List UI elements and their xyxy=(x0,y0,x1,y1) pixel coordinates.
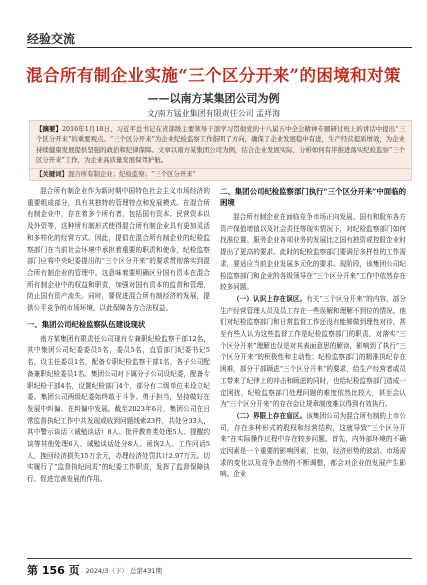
section-1-paragraph: 南方某集团有限责任公司现有专兼职纪检监察干部12名，其中集团公司纪委委员5名，委员5名，直管部门纪委书记5名，设主任委员1名，配备专职纪检监察干部1名，各子公司配备兼职纪检委员1名。集团公司对下属分子公司设纪委，配备专职纪检干部4名，设置纪检部门4个，部分有二级单位未设立纪委。集团公司两级纪委始终敢于斗争、勇于担当，坚持做好在发展中纠偏、在纠偏中发展。截至2023年6月，集团公司在日常监督执纪工作中共发现或收到问题线索23件，共处分33人，其中警示谈话（诫勉谈话）8人、批评教育类处理5人、提醒约谈等其他处理6人、诫勉谈话处分8人、函询2人、工作问话5人，挽回经济损失15万余元，办理经济处罚共计2.97万元。切实履行了“监督执纪问责”的纪委工作职责，发挥了监督保障执行、促进完善发展的作用。 xyxy=(27,334,210,484)
subsection-2-heading: （二）界限上存在盲区。 xyxy=(233,411,307,420)
article-subtitle: ——以南方某集团公司为例 xyxy=(147,92,280,105)
section-2-intro-paragraph: 混合所有制企业在面临竞争市场正向发展、国有和股东各方资产保值增值以及社会责任等现实情况下，对纪检监察部门如何找准位置、服务企业各项业务的发展比之国有独资或控股企业时提出了更高的要求。此时的纪检监察部门要满足多样性的工作需求，要适应当前企业发展多元化的要求。现阶段，该集团公司纪检监察部门和企业的各级领导在“三个区分开来”工作中依然存在较多问题。 xyxy=(220,213,406,292)
subsection-2-text: 该集团公司为混合所有制的上市公司，存在多种形式的股权和经营结构，这就导致“三个区分开来”在实际操作过程中存在较多问题。首先，内外部环境的不确定因素是一个重要的影响因素，比如，经济形势的波动、市场需求的变化以及竞争态势的不断调整，都会对企业的发展产生影响。企业 xyxy=(220,411,406,479)
subsection-1-paragraph xyxy=(220,294,406,411)
column-tag-rule xyxy=(27,47,412,48)
page-footer xyxy=(27,562,162,578)
subsection-1-text: 有关“三个区分开来”的内容，部分生产经营管理人员及员工存在一些误解和理解不到位的情况。他们对纪检监察部门和日常监督工作还没有能够做到理性对待，甚至有些人认为这些监督工作是纪检监察部门的职责，对落实“三个区分开来”理解也仅是对其表面意思的解读，影响到了执行“三个区分开来”的积极性和主动性；纪检监察部门的精准执纪存在困难，部分干部顾虑“三个区分开来”的要求，给生产经营者或员工带来了纪律上的冲击和顾虑的同时，也给纪检监察部门造成一定困扰，纪检监察部门处理问题的难度依然比较大，甚至会认为“三个区分开来”的存在会让规章制度难以得到有效执行。 xyxy=(220,294,406,409)
keywords-label: 【关键词】 xyxy=(36,170,68,178)
issue-info: 2024/3（下） 总第431期 xyxy=(85,566,162,575)
abstract-label: 【摘要】 xyxy=(36,125,62,133)
page-number: 第 156 页 xyxy=(27,564,80,577)
subsection-2-paragraph xyxy=(220,411,406,481)
keywords-box xyxy=(29,168,412,181)
keywords-text: 混合所有制企业；纪检监察；“三个区分开来” xyxy=(67,170,196,178)
article-author: 文/南方锰业集团有限责任公司 孟祥海 xyxy=(146,109,281,118)
intro-paragraph: 混合所有制企业作为新时期中国特色社会主义市场经济的重要组成部分，具有其独特的管理特点和发展模式。在混合所有制企业中，存在着多个所有者，包括国有资本、民营资本以及外资等，这种所有制形式使得混合所有制企业具有更加灵活和多样化的经营方式。因此，提倡在混合所有制企业的纪检监察部门在当前社会环境中承担着重要的职责和使命，纪检监察部门应将中央纪委提出的“三个区分开来”的要求贯彻落实到混合所有制企业的管理中。这意味着要明确区分国有资本在混合所有制企业中的权益和职责，加强对国有资本的监督和管理，防止国有资产流失。同时，要促进混合所有制经济的发展，提供公平竞争的市场环境，以此保障各方合法权益。 xyxy=(27,187,210,313)
subsection-1-heading: （一）认识上存在误区。 xyxy=(233,294,307,303)
abstract-text: 2016年1月18日，习近平总书记在省部级主要领导干部学习贯彻党的十八届五中全会精神专题研讨班上的讲话中提出“三个区分开来”的重要观点。“三个区分开来”为企业纪检监察工作指明了方向，确保了企业发展稳中有进，生产经营提质增效，为企业持续健康发展提供坚强的政治和纪律保障。文章以南方某集团公司为例，结合企业发展实际，分析如何有序推进落实纪检监察“三个区分开来”工作，为企业高质量发展保驾护航。 xyxy=(36,125,406,165)
column-tag: 经验交流 xyxy=(27,32,76,46)
right-column xyxy=(220,186,406,552)
left-column xyxy=(27,186,210,547)
section-1-heading: 一、集团公司纪检监察队伍建设现状 xyxy=(27,319,146,329)
abstract-box xyxy=(29,120,412,169)
article-title: 混合所有制企业实施“三个区分开来”的困境和对策 xyxy=(26,66,401,85)
footer-rule xyxy=(27,558,412,559)
section-2-heading: 二、集团公司纪检监察部门执行“三个区分开来”中面临的困境 xyxy=(220,187,406,207)
